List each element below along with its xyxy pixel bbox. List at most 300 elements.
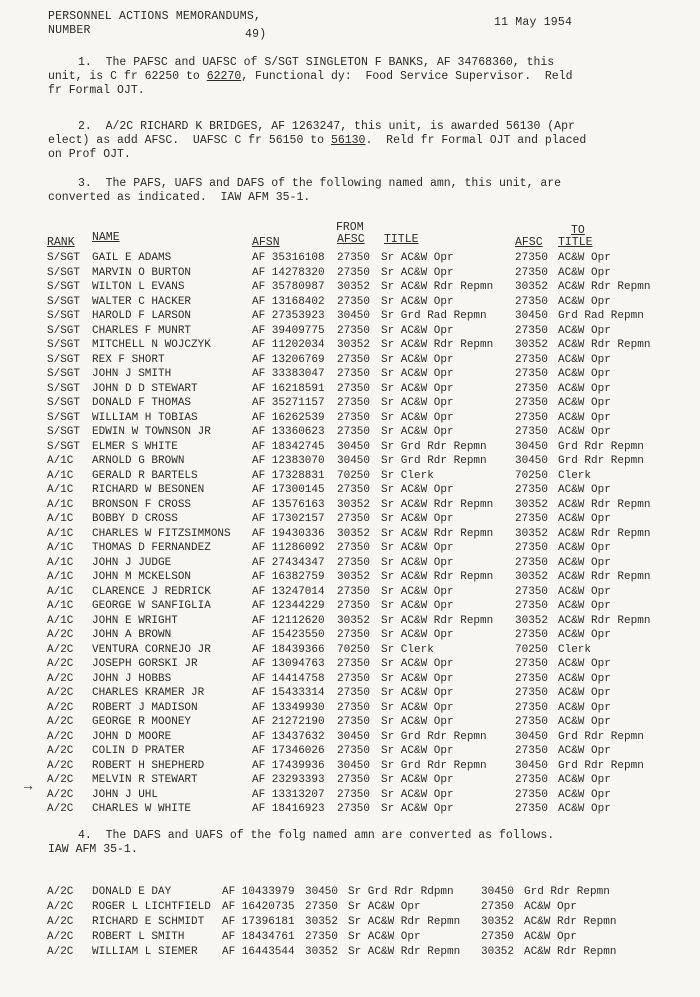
cell-afsn: AF 13349930 xyxy=(252,701,325,714)
cell-from-afsc: 27350 xyxy=(337,324,371,337)
cell-to-afsc: 27350 xyxy=(515,716,549,728)
cell-name: CHARLES W FITZSIMMONS xyxy=(92,527,231,540)
table-row xyxy=(0,931,700,946)
cell-from-afsc: 30352 xyxy=(305,946,339,958)
cell-to-title: AC&W Rdr Repmn xyxy=(524,916,617,928)
table-row xyxy=(0,354,700,369)
cell-rank: A/1C xyxy=(47,498,74,511)
cell-from-title: Sr AC&W Opr xyxy=(381,803,454,815)
cell-name: CHARLES W WHITE xyxy=(92,803,192,815)
cell-rank: A/2C xyxy=(47,745,74,757)
table-row xyxy=(0,310,700,325)
cell-rank: A/2C xyxy=(47,701,74,714)
cell-to-afsc: 30352 xyxy=(481,916,515,928)
cell-from-afsc: 30450 xyxy=(305,886,339,898)
cell-to-title: AC&W Opr xyxy=(558,397,611,409)
table-row xyxy=(0,281,700,296)
paragraph-1: 1. The PAFSC and UAFSC of S/SGT SINGLETON F BANKS, AF 34768360, this unit, is C fr 62250 to 62270, Functional dy: Food Service Supervisor. Reld fr Formal OJT. xyxy=(48,56,580,97)
cell-afsn: AF 17346026 xyxy=(252,745,325,757)
cell-from-title: Sr AC&W Opr xyxy=(381,585,454,598)
cell-rank: S/SGT xyxy=(47,339,81,351)
cell-name: WILTON L EVANS xyxy=(92,281,185,293)
cell-to-title: AC&W Opr xyxy=(558,774,611,786)
table-row xyxy=(0,629,700,644)
cell-from-title: Sr AC&W Opr xyxy=(381,382,454,395)
cell-to-afsc: 27350 xyxy=(515,542,549,554)
cell-rank: A/1C xyxy=(47,484,74,496)
cell-afsn: AF 17328831 xyxy=(252,469,325,482)
cell-from-title: Sr Clerk xyxy=(381,469,434,482)
cell-to-title: Grd Rdr Repmn xyxy=(558,759,644,772)
to-label: TO xyxy=(571,224,585,237)
cell-afsn: AF 14414758 xyxy=(252,672,325,685)
cell-name: RICHARD W BESONEN xyxy=(92,484,205,496)
cell-to-title: AC&W Opr xyxy=(558,585,611,598)
cell-name: THOMAS D FERNANDEZ xyxy=(92,542,211,554)
table-row xyxy=(0,455,700,470)
cell-rank: A/2C xyxy=(47,759,74,772)
cell-from-title: Sr AC&W Opr xyxy=(381,484,454,496)
cell-to-afsc: 30450 xyxy=(481,886,515,898)
cell-to-title: AC&W Opr xyxy=(558,295,611,308)
cell-to-title: AC&W Rdr Repmn xyxy=(558,614,651,627)
cell-to-afsc: 30352 xyxy=(515,339,549,351)
cell-to-title: AC&W Rdr Repmn xyxy=(558,281,651,293)
cell-rank: A/2C xyxy=(47,916,74,928)
cell-from-title: Sr Grd Rad Repmn xyxy=(381,310,487,322)
cell-from-title: Sr AC&W Opr xyxy=(381,788,454,801)
memo-number: 49) xyxy=(245,28,267,41)
cell-from-afsc: 27350 xyxy=(337,426,371,438)
cell-to-afsc: 27350 xyxy=(515,295,549,308)
cell-rank: A/2C xyxy=(47,931,74,943)
cell-to-afsc: 27350 xyxy=(515,658,549,670)
cell-rank: A/2C xyxy=(47,803,74,815)
cell-afsn: AF 13094763 xyxy=(252,658,325,670)
cell-to-title: Grd Rdr Repmn xyxy=(558,440,644,453)
cell-to-afsc: 30352 xyxy=(515,498,549,511)
cell-from-title: Sr AC&W Opr xyxy=(381,368,454,380)
table-row xyxy=(0,542,700,557)
cell-to-title: Grd Rdr Repmn xyxy=(524,886,610,898)
cell-name: DONALD F THOMAS xyxy=(92,397,192,409)
cell-name: CHARLES KRAMER JR xyxy=(92,687,205,699)
cell-name: EDWIN W TOWNSON JR xyxy=(92,426,211,438)
cell-to-title: AC&W Opr xyxy=(558,672,611,685)
cell-from-afsc: 27350 xyxy=(337,701,371,714)
cell-afsn: AF 17439936 xyxy=(252,759,325,772)
cell-from-afsc: 30450 xyxy=(337,440,371,453)
cell-name: ROBERT L SMITH xyxy=(92,931,185,943)
cell-from-title: Sr AC&W Opr xyxy=(381,600,454,612)
cell-afsn: AF 23293393 xyxy=(252,774,325,786)
cell-rank: A/1C xyxy=(47,614,74,627)
cell-to-afsc: 27350 xyxy=(515,803,549,815)
cell-to-afsc: 27350 xyxy=(515,745,549,757)
cell-name: COLIN D PRATER xyxy=(92,745,185,757)
cell-name: JOHN J UHL xyxy=(92,788,159,801)
table-row xyxy=(0,499,700,514)
table-row xyxy=(0,716,700,731)
cell-to-afsc: 30352 xyxy=(515,571,549,583)
cell-to-afsc: 27350 xyxy=(515,368,549,380)
marginal-arrow: → xyxy=(24,779,33,795)
cell-from-title: Sr AC&W Opr xyxy=(381,716,454,728)
table-row xyxy=(0,383,700,398)
cell-afsn: AF 14278320 xyxy=(252,266,325,279)
cell-from-afsc: 27350 xyxy=(337,484,371,496)
cell-to-afsc: 27350 xyxy=(515,266,549,279)
cell-to-afsc: 27350 xyxy=(481,931,515,943)
cell-to-afsc: 70250 xyxy=(515,643,549,656)
cell-afsn: AF 13168402 xyxy=(252,295,325,308)
table-row xyxy=(0,528,700,543)
cell-to-title: AC&W Opr xyxy=(558,426,611,438)
cell-from-afsc: 27350 xyxy=(337,295,371,308)
cell-from-title: Sr AC&W Rdr Repmn xyxy=(381,498,494,511)
cell-name: GERALD R BARTELS xyxy=(92,469,198,482)
cell-from-title: Sr AC&W Opr xyxy=(381,658,454,670)
cell-to-title: Clerk xyxy=(558,643,592,656)
cell-afsn: AF 18434761 xyxy=(222,931,295,943)
table-row xyxy=(0,368,700,383)
table-row xyxy=(0,339,700,354)
cell-to-afsc: 27350 xyxy=(515,484,549,496)
col-to-title-header: TITLE xyxy=(558,236,593,249)
cell-to-title: AC&W Opr xyxy=(558,556,611,569)
table-row xyxy=(0,789,700,804)
cell-name: JOHN D D STEWART xyxy=(92,382,198,395)
cell-afsn: AF 16382759 xyxy=(252,571,325,583)
table-row xyxy=(0,731,700,746)
cell-to-title: AC&W Rdr Repmn xyxy=(524,946,617,958)
table-row xyxy=(0,426,700,441)
table-row xyxy=(0,901,700,916)
cell-to-title: AC&W Opr xyxy=(558,542,611,554)
cell-to-afsc: 27350 xyxy=(515,353,549,366)
cell-from-title: Sr AC&W Opr xyxy=(381,353,454,366)
cell-from-title: Sr AC&W Opr xyxy=(381,397,454,409)
cell-from-afsc: 30352 xyxy=(337,571,371,583)
cell-to-title: AC&W Opr xyxy=(558,252,611,264)
cell-name: WALTER C HACKER xyxy=(92,295,192,308)
cell-from-title: Sr AC&W Opr xyxy=(381,687,454,699)
cell-to-title: AC&W Opr xyxy=(558,745,611,757)
cell-to-title: AC&W Opr xyxy=(558,266,611,279)
cell-afsn: AF 16262539 xyxy=(252,411,325,424)
cell-to-title: Clerk xyxy=(558,469,592,482)
cell-rank: S/SGT xyxy=(47,353,81,366)
cell-afsn: AF 16218591 xyxy=(252,382,325,395)
cell-name: MELVIN R STEWART xyxy=(92,774,198,786)
cell-from-afsc: 70250 xyxy=(337,643,371,656)
cell-from-title: Sr AC&W Opr xyxy=(381,411,454,424)
cell-from-afsc: 27350 xyxy=(337,542,371,554)
cell-to-title: AC&W Opr xyxy=(558,629,611,641)
cell-rank: A/2C xyxy=(47,886,74,898)
cell-rank: S/SGT xyxy=(47,295,81,308)
cell-to-afsc: 27350 xyxy=(515,411,549,424)
cell-afsn: AF 12344229 xyxy=(252,600,325,612)
table-row xyxy=(0,470,700,485)
col-afsc-header: AFSC xyxy=(337,233,365,246)
cell-rank: S/SGT xyxy=(47,397,81,409)
cell-afsn: AF 18416923 xyxy=(252,803,325,815)
table-row xyxy=(0,441,700,456)
cell-rank: A/2C xyxy=(47,774,74,786)
cell-to-afsc: 30352 xyxy=(515,281,549,293)
cell-afsn: AF 21272190 xyxy=(252,716,325,728)
cell-afsn: AF 17302157 xyxy=(252,513,325,525)
cell-to-title: AC&W Opr xyxy=(558,513,611,525)
cell-to-title: AC&W Opr xyxy=(558,788,611,801)
cell-to-afsc: 30450 xyxy=(515,310,549,322)
cell-from-afsc: 30450 xyxy=(337,730,371,743)
cell-rank: S/SGT xyxy=(47,281,81,293)
cell-to-title: AC&W Opr xyxy=(524,901,577,913)
table-row xyxy=(0,267,700,282)
table-row xyxy=(0,658,700,673)
cell-name: JOHN J SMITH xyxy=(92,368,172,380)
cell-afsn: AF 39409775 xyxy=(252,324,325,337)
cell-from-title: Sr AC&W Rdr Repmn xyxy=(381,281,494,293)
cell-afsn: AF 35316108 xyxy=(252,252,325,264)
cell-name: HAROLD F LARSON xyxy=(92,310,192,322)
cell-afsn: AF 10433979 xyxy=(222,886,295,898)
table-row xyxy=(0,774,700,789)
cell-from-title: Sr AC&W Opr xyxy=(381,513,454,525)
cell-to-afsc: 30352 xyxy=(515,614,549,627)
cell-afsn: AF 35780987 xyxy=(252,281,325,293)
col-to-afsc-header: AFSC xyxy=(515,236,543,249)
cell-from-title: Sr AC&W Opr xyxy=(381,266,454,279)
cell-name: JOHN M MCKELSON xyxy=(92,571,192,583)
cell-to-afsc: 27350 xyxy=(515,585,549,598)
cell-to-afsc: 27350 xyxy=(515,324,549,337)
cell-afsn: AF 11286092 xyxy=(252,542,325,554)
cell-to-title: AC&W Opr xyxy=(558,600,611,612)
cell-to-afsc: 27350 xyxy=(515,788,549,801)
cell-rank: A/2C xyxy=(47,730,74,743)
cell-to-title: AC&W Opr xyxy=(558,382,611,395)
cell-rank: S/SGT xyxy=(47,382,81,395)
cell-afsn: AF 15433314 xyxy=(252,687,325,699)
table-row xyxy=(0,673,700,688)
cell-afsn: AF 19430336 xyxy=(252,527,325,540)
cell-from-afsc: 30352 xyxy=(337,498,371,511)
table-row xyxy=(0,252,700,267)
cell-afsn: AF 13313207 xyxy=(252,788,325,801)
cell-to-title: AC&W Opr xyxy=(558,658,611,670)
conversion-table-2 xyxy=(0,886,700,961)
cell-name: JOHN E WRIGHT xyxy=(92,614,178,627)
cell-name: BRONSON F CROSS xyxy=(92,498,192,511)
table-row xyxy=(0,946,700,961)
table-row xyxy=(0,615,700,630)
cell-rank: S/SGT xyxy=(47,411,81,424)
cell-to-afsc: 27350 xyxy=(515,672,549,685)
cell-rank: A/1C xyxy=(47,556,74,569)
cell-rank: A/1C xyxy=(47,571,74,583)
cell-to-afsc: 27350 xyxy=(515,252,549,264)
cell-from-afsc: 27350 xyxy=(337,513,371,525)
table-row xyxy=(0,886,700,901)
cell-from-afsc: 27350 xyxy=(337,368,371,380)
cell-from-title: Sr AC&W Opr xyxy=(381,774,454,786)
cell-from-afsc: 27350 xyxy=(337,672,371,685)
cell-from-title: Sr AC&W Rdr Repmn xyxy=(348,946,461,958)
cell-to-title: Grd Rdr Repmn xyxy=(558,730,644,743)
cell-afsn: AF 13206769 xyxy=(252,353,325,366)
cell-rank: A/1C xyxy=(47,469,74,482)
cell-afsn: AF 18439366 xyxy=(252,643,325,656)
cell-from-afsc: 27350 xyxy=(305,931,339,943)
cell-from-title: Sr AC&W Opr xyxy=(381,542,454,554)
cell-name: DONALD E DAY xyxy=(92,886,172,898)
cell-from-title: Sr AC&W Opr xyxy=(381,426,454,438)
table-row xyxy=(0,702,700,717)
cell-from-afsc: 27350 xyxy=(337,411,371,424)
table-row xyxy=(0,513,700,528)
cell-from-title: Sr AC&W Opr xyxy=(381,324,454,337)
cell-to-afsc: 27350 xyxy=(515,556,549,569)
cell-from-afsc: 30352 xyxy=(305,916,339,928)
cell-to-title: AC&W Rdr Repmn xyxy=(558,527,651,540)
table-row xyxy=(0,916,700,931)
cell-rank: A/1C xyxy=(47,527,74,540)
cell-name: ELMER S WHITE xyxy=(92,440,178,453)
cell-to-title: AC&W Opr xyxy=(558,716,611,728)
cell-to-afsc: 30450 xyxy=(515,730,549,743)
cell-afsn: AF 13247014 xyxy=(252,585,325,598)
cell-to-afsc: 70250 xyxy=(515,469,549,482)
cell-from-afsc: 70250 xyxy=(337,469,371,482)
table-row xyxy=(0,397,700,412)
cell-name: MITCHELL N WOJCZYK xyxy=(92,339,211,351)
cell-from-title: Sr Grd Rdr Repmn xyxy=(381,730,487,743)
col-title-header: TITLE xyxy=(384,233,419,246)
cell-from-afsc: 27350 xyxy=(337,585,371,598)
cell-rank: S/SGT xyxy=(47,266,81,279)
cell-from-afsc: 27350 xyxy=(337,745,371,757)
cell-to-title: AC&W Opr xyxy=(558,484,611,496)
cell-to-afsc: 30450 xyxy=(515,455,549,467)
cell-from-title: Sr AC&W Rdr Repmn xyxy=(381,571,494,583)
cell-rank: A/2C xyxy=(47,643,74,656)
cell-rank: A/2C xyxy=(47,687,74,699)
table-row xyxy=(0,325,700,340)
paragraph-3: 3. The PAFS, UAFS and DAFS of the following named amn, this unit, are converted as indicated. IAW AFM 35-1. xyxy=(48,177,568,204)
cell-rank: A/1C xyxy=(47,513,74,525)
cell-from-afsc: 27350 xyxy=(337,252,371,264)
cell-to-afsc: 27350 xyxy=(515,382,549,395)
cell-from-afsc: 27350 xyxy=(337,788,371,801)
cell-name: ROGER L LICHTFIELD xyxy=(92,901,211,913)
cell-from-title: Sr AC&W Rdr Repmn xyxy=(381,527,494,540)
cell-name: GEORGE W SANFIGLIA xyxy=(92,600,211,612)
cell-afsn: AF 11202034 xyxy=(252,339,325,351)
cell-afsn: AF 33383047 xyxy=(252,368,325,380)
cell-from-afsc: 30450 xyxy=(337,455,371,467)
cell-to-afsc: 27350 xyxy=(481,901,515,913)
cell-to-title: AC&W Opr xyxy=(558,353,611,366)
cell-from-afsc: 30352 xyxy=(337,339,371,351)
cell-from-title: Sr Grd Rdr Rdpmn xyxy=(348,886,454,898)
paragraph-2: 2. A/2C RICHARD K BRIDGES, AF 1263247, this unit, is awarded 56130 (Apr elect) as add AFSC. UAFSC C fr 56150 to 56130. Reld fr Formal OJT and placed on Prof OJT. xyxy=(48,120,594,161)
cell-to-afsc: 27350 xyxy=(515,426,549,438)
memo-date: 11 May 1954 xyxy=(494,16,573,29)
cell-to-title: AC&W Opr xyxy=(558,324,611,337)
table-row xyxy=(0,484,700,499)
cell-to-title: AC&W Opr xyxy=(558,411,611,424)
cell-from-afsc: 30352 xyxy=(337,281,371,293)
cell-rank: S/SGT xyxy=(47,252,81,264)
table-row xyxy=(0,571,700,586)
cell-to-afsc: 27350 xyxy=(515,397,549,409)
cell-to-afsc: 27350 xyxy=(515,600,549,612)
cell-from-title: Sr AC&W Opr xyxy=(381,629,454,641)
from-label: FROM xyxy=(336,221,364,234)
cell-rank: A/2C xyxy=(47,788,74,801)
cell-name: JOSEPH GORSKI JR xyxy=(92,658,198,670)
cell-afsn: AF 27353923 xyxy=(252,310,325,322)
cell-from-title: Sr AC&W Rdr Repmn xyxy=(381,339,494,351)
table-row xyxy=(0,745,700,760)
cell-name: BOBBY D CROSS xyxy=(92,513,178,525)
paragraph-4: 4. The DAFS and UAFS of the folg named amn are converted as follows. IAW AFM 35-1. xyxy=(48,829,568,856)
cell-afsn: AF 12112620 xyxy=(252,614,325,627)
cell-rank: S/SGT xyxy=(47,368,81,380)
cell-to-afsc: 27350 xyxy=(515,774,549,786)
cell-afsn: AF 35271157 xyxy=(252,397,325,409)
cell-afsn: AF 16443544 xyxy=(222,946,295,958)
cell-to-afsc: 27350 xyxy=(515,687,549,699)
cell-from-afsc: 27350 xyxy=(337,629,371,641)
col-rank-header: RANK xyxy=(47,236,75,249)
cell-rank: A/1C xyxy=(47,455,74,467)
cell-rank: A/2C xyxy=(47,946,74,958)
cell-name: JOHN D MOORE xyxy=(92,730,172,743)
cell-rank: A/1C xyxy=(47,542,74,554)
memo-title: PERSONNEL ACTIONS MEMORANDUMS, xyxy=(48,10,262,23)
cell-name: ROBERT H SHEPHERD xyxy=(92,759,205,772)
cell-name: CLARENCE J REDRICK xyxy=(92,585,211,598)
cell-from-title: Sr Grd Rdr Repmn xyxy=(381,759,487,772)
cell-name: JOHN A BROWN xyxy=(92,629,172,641)
cell-to-title: Grd Rad Repmn xyxy=(558,310,644,322)
col-afsn-header: AFSN xyxy=(252,236,280,249)
cell-afsn: AF 16420735 xyxy=(222,901,295,913)
cell-from-title: Sr Clerk xyxy=(381,643,434,656)
cell-from-afsc: 30352 xyxy=(337,614,371,627)
cell-from-title: Sr AC&W Opr xyxy=(381,295,454,308)
cell-afsn: AF 17396181 xyxy=(222,916,295,928)
conversion-table xyxy=(0,252,700,818)
cell-name: MARVIN O BURTON xyxy=(92,266,192,279)
cell-from-afsc: 27350 xyxy=(337,556,371,569)
cell-to-afsc: 30352 xyxy=(481,946,515,958)
cell-name: ROBERT J MADISON xyxy=(92,701,198,714)
cell-afsn: AF 27434347 xyxy=(252,556,325,569)
cell-to-title: AC&W Opr xyxy=(524,931,577,943)
cell-afsn: AF 12383070 xyxy=(252,455,325,467)
table-row xyxy=(0,296,700,311)
cell-rank: S/SGT xyxy=(47,440,81,453)
cell-to-afsc: 27350 xyxy=(515,701,549,714)
cell-afsn: AF 18342745 xyxy=(252,440,325,453)
cell-to-afsc: 30352 xyxy=(515,527,549,540)
cell-to-afsc: 30450 xyxy=(515,440,549,453)
